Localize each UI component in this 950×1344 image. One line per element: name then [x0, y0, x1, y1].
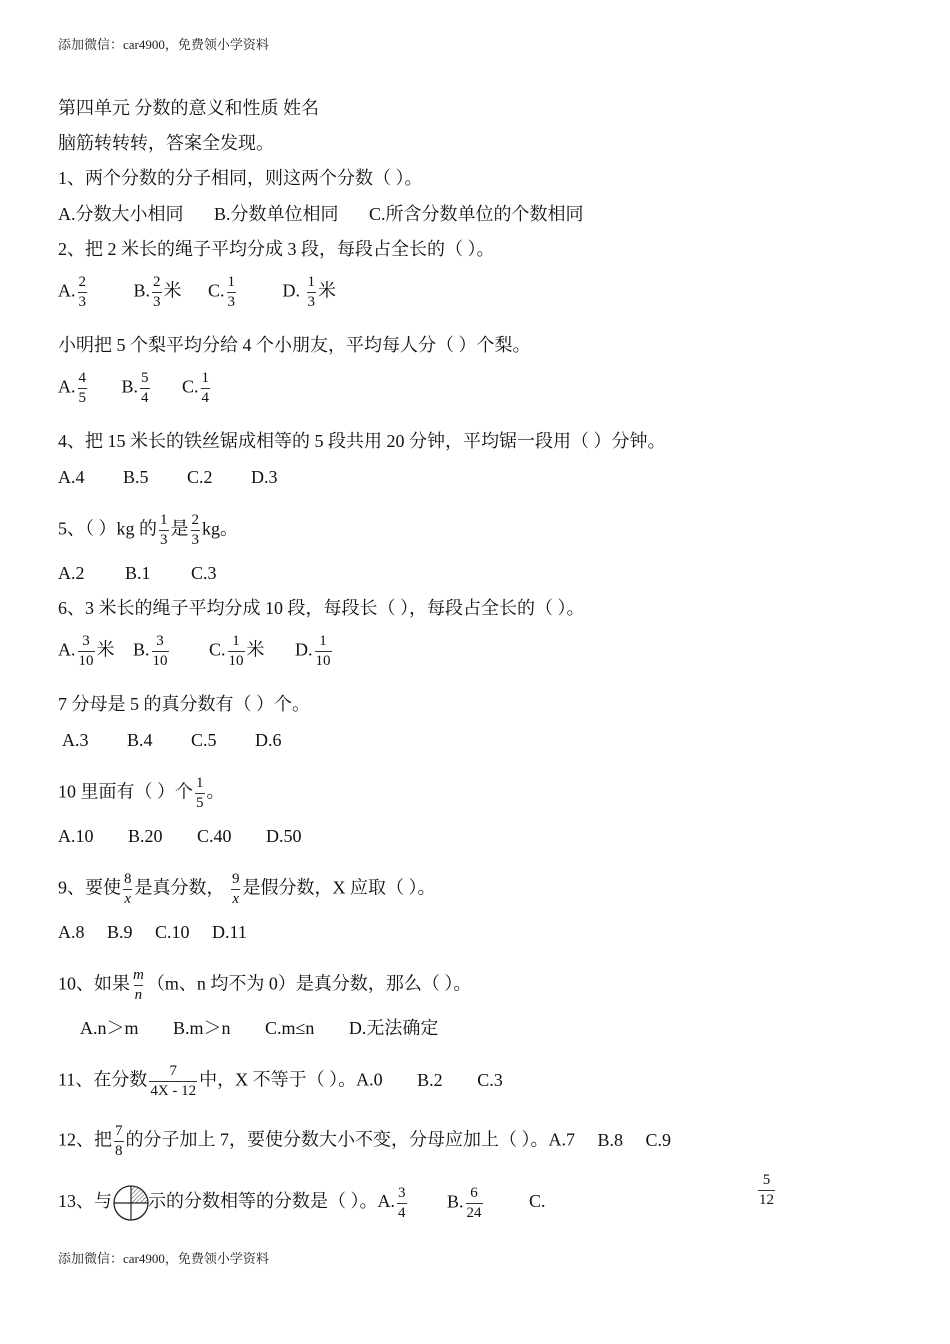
q4-text: 4、把 15 米长的铁丝锯成相等的 5 段共用 20 分钟，平均锯一段用（ ）分钟。 — [58, 431, 666, 451]
fraction: $\frac{4}{5}$ — [78, 370, 86, 406]
q7-options — [62, 729, 282, 751]
q7-option-d: D.6 — [255, 730, 282, 750]
q1-option-b: B.分数单位相同 — [214, 204, 339, 224]
q7-option-a: A.3 — [62, 730, 89, 750]
fraction: $\frac{6}{24}$ — [466, 1184, 482, 1221]
q8-options — [58, 825, 302, 847]
q8-option-a: A.10 — [58, 826, 94, 846]
q9-option-c: C.10 — [155, 922, 190, 942]
q4-options — [58, 466, 278, 488]
q11-option-b: B.2 — [417, 1069, 443, 1090]
q10-text: 10、如果 $\frac{m}{n}$ （m、n 均不为 0）是真分数，那么（ ）。 — [58, 967, 472, 1003]
q6-option-c: C. $\frac{1}{10}$ 米 — [209, 633, 265, 669]
q2-option-c: C. $\frac{1}{3}$ — [208, 274, 236, 310]
fraction: $\frac{1}{5}$ — [196, 775, 204, 811]
fraction: $\frac{1}{3}$ — [307, 274, 316, 310]
q4-option-a: A.4 — [58, 467, 85, 487]
fraction: $\frac{2}{3}$ — [191, 512, 199, 548]
q10-option-b: B.m＞n — [173, 1018, 231, 1038]
q9-text: 9、要使 $\frac{8}{x}$ 是真分数， $\frac{9}{x}$ 是假分数，X 应取（ ）。 — [58, 871, 436, 907]
q8-option-c: C.40 — [197, 826, 232, 846]
q4-option-d: D.3 — [251, 467, 278, 487]
q10-options — [80, 1017, 438, 1039]
fraction: $\frac{1}{4}$ — [201, 370, 210, 406]
q6-text: 6、3 米长的绳子平均分成 10 段，每段长（ ），每段占全长的（ ）。 — [58, 598, 585, 618]
fraction: $\frac{1}{3}$ — [227, 274, 236, 310]
q3-text: 小明把 5 个梨平均分给 4 个小朋友，平均每人分（ ）个梨。 — [58, 335, 531, 355]
q7-text: 7 分母是 5 的真分数有（ ）个。 — [58, 694, 310, 714]
fraction: $\frac{3}{10}$ — [152, 633, 168, 669]
q8-option-b: B.20 — [128, 826, 163, 846]
fraction: $\frac{5}{12}$ — [759, 1172, 774, 1208]
q3-option-c: C. $\frac{1}{4}$ — [182, 370, 210, 406]
q2-options — [58, 274, 336, 311]
q11-option-c: C.3 — [477, 1069, 503, 1090]
q6-option-d: D. $\frac{1}{10}$ — [295, 633, 331, 669]
circle-figure — [112, 1184, 150, 1222]
q2-option-b: B. $\frac{2}{3}$ 米 — [133, 274, 182, 310]
fraction: $\frac{2}{3}$ — [153, 274, 161, 310]
fraction: $\frac{1}{3}$ — [160, 512, 168, 548]
q13-text: 13、与 示的分数相等的分数是（ ）。A. $\frac{3}{4}$ B. $\frac{6}{24}$ C. — [58, 1184, 546, 1221]
q5-text: 5、（ ）kg 的 $\frac{1}{3}$ 是 $\frac{2}{3}$ kg。 — [58, 512, 238, 548]
q9-option-d: D.11 — [212, 922, 247, 942]
fraction: $\frac{m}{n}$ — [133, 967, 144, 1003]
q3-option-b: B. $\frac{5}{4}$ — [121, 370, 149, 406]
q4-option-b: B.5 — [123, 467, 149, 487]
q13-option-b: B. $\frac{6}{24}$ — [447, 1184, 482, 1221]
fraction: $\frac{5}{4}$ — [141, 370, 149, 406]
q7-option-c: C.5 — [191, 730, 217, 750]
q2-option-d: D. $\frac{1}{3}$ 米 — [282, 274, 337, 310]
q2-option-a: A. $\frac{2}{3}$ — [58, 274, 86, 310]
fraction: $\frac{7}{4X - 12}$ — [150, 1063, 197, 1099]
q1-option-a: A.分数大小相同 — [58, 204, 184, 224]
fraction: $\frac{7}{8}$ — [115, 1123, 123, 1159]
q5-options — [58, 562, 217, 584]
q5-option-a: A.2 — [58, 563, 85, 583]
header-note: 添加微信：car4900，免费领小学资料 — [58, 37, 269, 52]
q12-text: 12、把 $\frac{7}{8}$ 的分子加上 7，要使分数大小不变，分母应加上（ ）。A.7 B.8 C.9 — [58, 1123, 672, 1159]
q9-option-a: A.8 — [58, 922, 85, 942]
footer-note: 添加微信：car4900，免费领小学资料 — [58, 1251, 269, 1266]
page-title: 第四单元 分数的意义和性质 姓名 — [58, 98, 319, 118]
q6-option-b: B. $\frac{3}{10}$ — [133, 633, 168, 669]
q1-text: 1、两个分数的分子相同，则这两个分数（ ）。 — [58, 168, 423, 188]
q6-options — [58, 633, 334, 670]
fraction: $\frac{9}{x}$ — [232, 871, 240, 907]
q1-options — [58, 203, 584, 225]
q9-options — [58, 921, 247, 943]
q8-option-d: D.50 — [266, 826, 302, 846]
q10-option-c: C.m≤n — [265, 1018, 315, 1038]
q5-option-c: C.3 — [191, 563, 217, 583]
q11-text: 11、在分数 $\frac{7}{4X - 12}$ 中，X 不等于（ ）。A.0 B.2 C.3 — [58, 1063, 503, 1099]
fraction: $\frac{2}{3}$ — [78, 274, 86, 310]
q3-option-a: A. $\frac{4}{5}$ — [58, 370, 86, 406]
q2-text: 2、把 2 米长的绳子平均分成 3 段，每段占全长的（ ）。 — [58, 239, 495, 259]
q4-option-c: C.2 — [187, 467, 213, 487]
fraction: $\frac{8}{x}$ — [124, 871, 132, 907]
q10-option-a: A.n＞m — [80, 1018, 139, 1038]
q13-option-c-fraction — [756, 1172, 777, 1209]
q9-option-b: B.9 — [107, 922, 133, 942]
q8-text: 10 里面有（ ）个 $\frac{1}{5}$ 。 — [58, 775, 225, 811]
q6-option-a: A. $\frac{3}{10}$ 米 — [58, 633, 115, 669]
q10-option-d: D.无法确定 — [348, 1018, 439, 1038]
fraction: $\frac{1}{10}$ — [228, 633, 244, 669]
q13-option-c-label: C. — [529, 1191, 546, 1212]
q3-options — [58, 370, 212, 407]
fraction: $\frac{1}{10}$ — [315, 633, 331, 669]
fraction: $\frac{3}{10}$ — [78, 633, 94, 669]
q12-option-c: C.9 — [645, 1129, 672, 1150]
q1-option-c: C.所含分数单位的个数相同 — [369, 204, 584, 224]
q7-option-b: B.4 — [127, 730, 153, 750]
q5-option-b: B.1 — [125, 563, 151, 583]
intro-text: 脑筋转转转，答案全发现。 — [58, 133, 274, 153]
q12-option-b: B.8 — [597, 1129, 624, 1150]
fraction: $\frac{3}{4}$ — [398, 1184, 406, 1221]
